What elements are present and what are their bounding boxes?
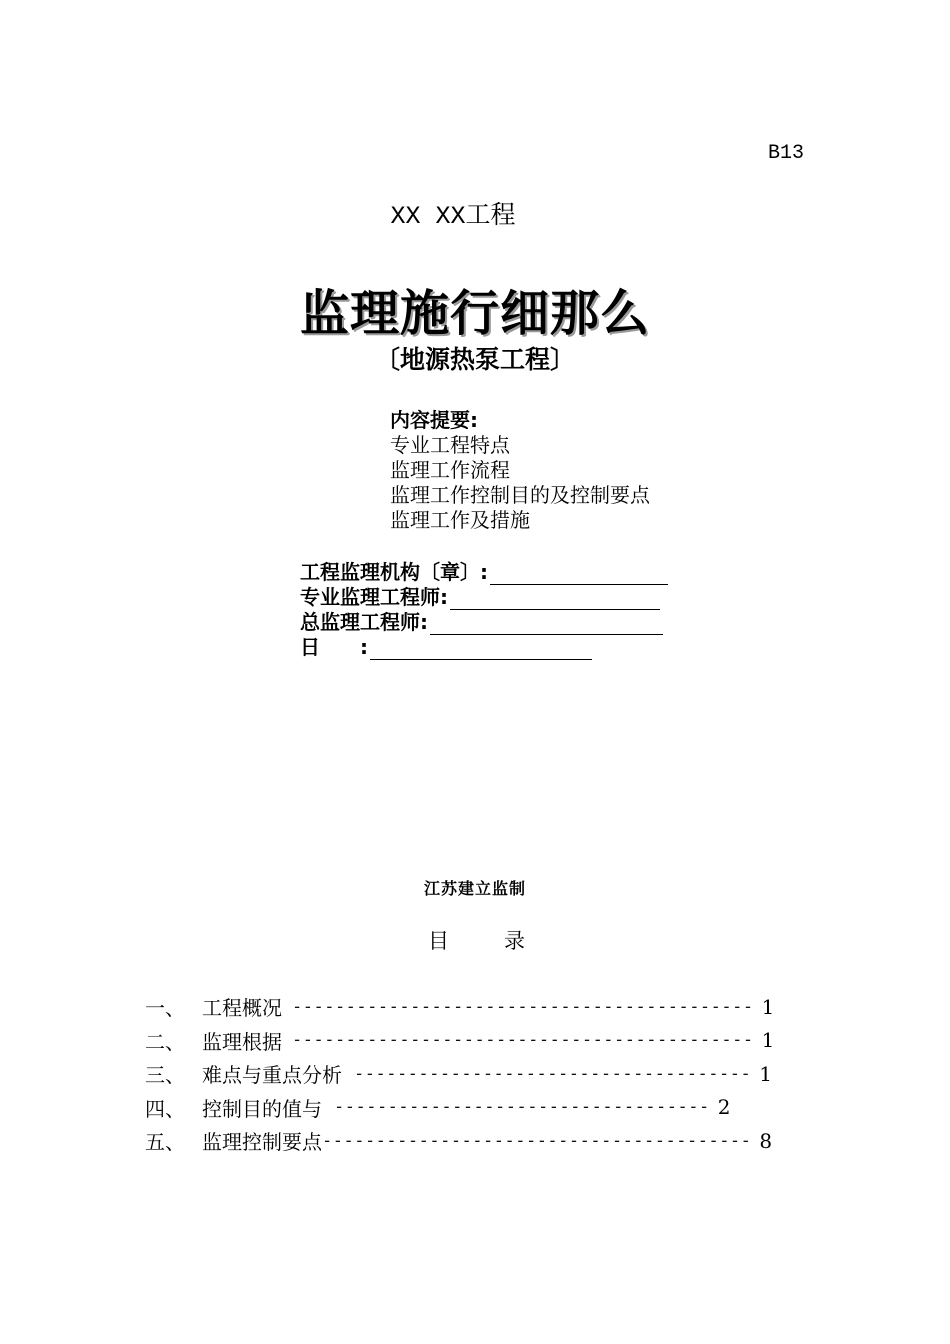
toc-page: 2: [717, 1095, 731, 1120]
toc-number: 三、: [145, 1063, 185, 1088]
toc-leader: -------------------------------------------: [292, 1030, 754, 1051]
toc-number: 二、: [145, 1029, 185, 1054]
toc-number: 四、: [145, 1096, 185, 1121]
toc-leader: ----------------------------------------: [322, 1130, 752, 1151]
signature-line: [430, 616, 663, 635]
toc-label: 工程概况: [202, 996, 282, 1021]
document-code: B13: [768, 142, 805, 165]
toc-title: [428, 925, 525, 955]
signature-row-institution: [300, 560, 668, 585]
main-title: 监理施行细那么: [299, 285, 650, 342]
toc-leader: -----------------------------------: [334, 1097, 710, 1118]
toc-entry[interactable]: [145, 1024, 774, 1058]
toc-label: 监理控制要点: [202, 1130, 322, 1155]
toc-page: 1: [761, 994, 775, 1019]
summary-item: 监理工作控制目的及控制要点: [390, 483, 650, 507]
signature-line: [370, 641, 592, 660]
toc-number: 一、: [145, 996, 185, 1021]
signature-label: 总监理工程师:: [300, 610, 428, 634]
toc-leader: -------------------------------------------: [292, 996, 754, 1017]
toc-entry[interactable]: [145, 1124, 774, 1158]
signature-row-date: [300, 635, 668, 660]
toc-page: 1: [761, 1028, 775, 1053]
signature-line: [450, 591, 660, 610]
toc-entry[interactable]: [145, 1057, 774, 1091]
summary-heading: 内容提要:: [390, 408, 478, 432]
signature-row-engineer: [300, 585, 668, 610]
signature-label: 工程监理机构〔章〕:: [300, 560, 488, 584]
toc-leader: -------------------------------------: [354, 1063, 752, 1084]
signature-label: 专业监理工程师:: [300, 585, 448, 609]
toc-page: 1: [759, 1061, 772, 1086]
toc-number: 五、: [145, 1130, 185, 1155]
toc-title-char: 目: [428, 929, 449, 953]
summary-item: 监理工作及措施: [390, 508, 530, 532]
toc-entry[interactable]: [145, 990, 774, 1024]
subtitle: 〔地源热泵工程〕: [374, 345, 575, 374]
summary-item: 监理工作流程: [390, 458, 510, 482]
project-name: XX XX工程: [390, 202, 516, 231]
summary-section: [390, 408, 650, 533]
signature-row-chief: [300, 610, 668, 635]
toc-entry[interactable]: [145, 1091, 774, 1125]
summary-item: 专业工程特点: [390, 433, 510, 457]
signature-section: [300, 560, 668, 660]
toc-page: 8: [759, 1128, 773, 1153]
supervisor-label: 江苏建立监制: [423, 879, 526, 898]
toc-title-char: 录: [504, 929, 525, 953]
signature-label: 日 :: [300, 635, 368, 659]
toc-list: [145, 990, 774, 1158]
toc-label: 控制目的值与: [202, 1096, 322, 1121]
toc-label: 监理根据: [202, 1029, 282, 1054]
toc-label: 难点与重点分析: [202, 1063, 342, 1088]
signature-line: [490, 566, 668, 585]
